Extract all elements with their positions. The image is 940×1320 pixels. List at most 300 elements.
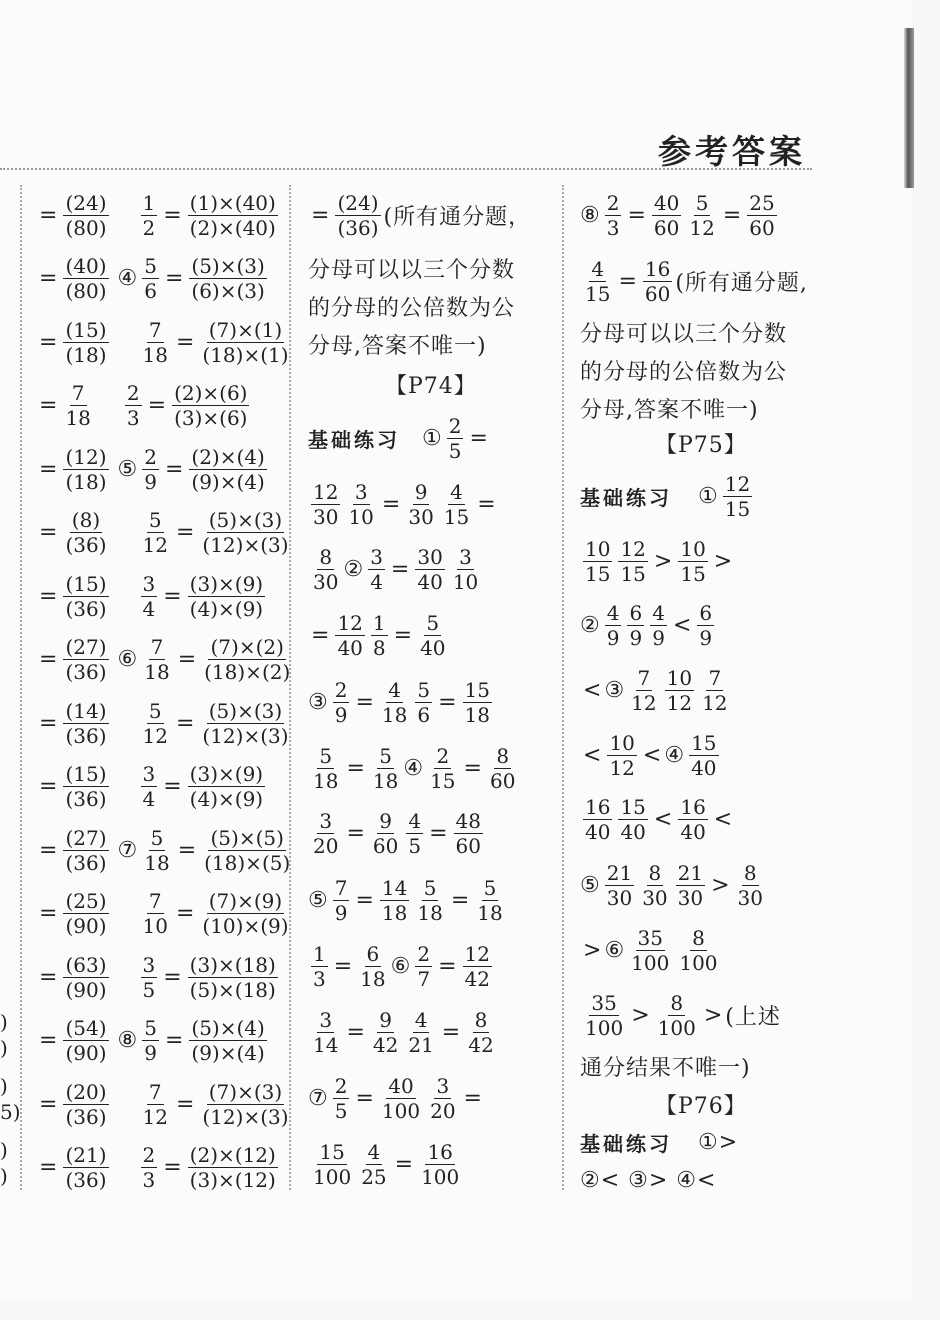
operator: = (381, 491, 401, 517)
denominator: 12 (142, 723, 168, 748)
numerator: (2)×(6) (174, 381, 248, 405)
numerator: 1 (372, 610, 386, 635)
operator: = (39, 393, 58, 418)
fraction (700, 666, 729, 715)
fraction (189, 254, 266, 303)
fraction (629, 926, 671, 975)
denominator: 15 (585, 561, 611, 586)
note-text: 分母,答案不唯一) (308, 333, 487, 359)
answer-row (308, 1136, 464, 1192)
numerator: 7 (148, 1079, 162, 1104)
denominator: (36) (65, 723, 107, 748)
answer-row (308, 740, 520, 796)
denominator: 18 (464, 702, 490, 727)
fraction (475, 876, 504, 925)
numerator: 3 (319, 1007, 333, 1032)
denominator: 100 (313, 1164, 352, 1189)
fraction (380, 876, 409, 925)
operator: = (175, 901, 195, 926)
operator: = (39, 202, 58, 228)
numerator: 40 (653, 190, 680, 215)
denominator: 20 (430, 1098, 456, 1123)
operator: = (627, 202, 646, 228)
numerator: 8 (743, 860, 757, 885)
fraction (141, 572, 158, 621)
question-number: ④ (117, 266, 138, 291)
operator: < (642, 742, 662, 768)
denominator: (90) (65, 1041, 107, 1065)
numerator: (63) (65, 952, 107, 977)
numerator: (7)×(1) (208, 317, 283, 342)
header-divider (0, 168, 812, 170)
operator: = (39, 837, 58, 863)
fraction (428, 744, 457, 793)
numerator: 4 (606, 600, 620, 625)
numerator: 4 (414, 1007, 428, 1032)
numerator: 21 (606, 860, 633, 885)
fraction (125, 381, 142, 430)
numerator: 2 (144, 444, 157, 469)
denominator: 60 (489, 768, 516, 793)
denominator: 18 (144, 660, 170, 684)
numerator: 6 (366, 941, 380, 966)
numerator: (25) (65, 889, 107, 913)
numerator: (5)×(3) (191, 254, 265, 278)
answer-row (655, 415, 747, 471)
denominator: 3 (126, 406, 140, 430)
fraction (689, 731, 718, 780)
question-number: ④ (664, 742, 685, 768)
fraction (142, 635, 171, 684)
fraction (141, 191, 158, 240)
answer-row (580, 1152, 716, 1208)
answer-row (580, 533, 735, 589)
fraction (463, 678, 492, 727)
denominator: 30 (313, 569, 339, 594)
operator: < (672, 612, 692, 638)
answer-row (36, 1076, 294, 1132)
denominator: 5 (334, 1098, 348, 1123)
denominator: (3)×(6) (174, 406, 248, 430)
question-number: ⑤ (580, 872, 600, 898)
note-text: 的分母的公倍数为公 (580, 359, 788, 385)
cut-off-text: ) (0, 1164, 8, 1188)
page-reference: 【P75】 (655, 432, 747, 458)
operator: = (177, 647, 197, 672)
fraction (605, 191, 622, 240)
operator: < (653, 806, 673, 832)
fraction (371, 1008, 400, 1057)
denominator: (18)×(1) (202, 342, 289, 367)
fraction (63, 318, 108, 367)
fraction (311, 744, 340, 793)
numerator: (5)×(5) (210, 825, 284, 850)
numerator: 5 (379, 743, 392, 768)
page-reference: 【P76】 (655, 1093, 747, 1119)
fraction (63, 1016, 108, 1065)
denominator: 40 (337, 635, 363, 660)
denominator: 18 (381, 702, 408, 727)
operator: = (175, 329, 195, 355)
operator: > (713, 548, 733, 574)
numerator: (27) (65, 635, 107, 659)
operator: = (39, 774, 58, 799)
numerator: 3 (370, 544, 383, 569)
operator: = (163, 202, 182, 228)
numerator: 14 (381, 875, 408, 900)
denominator: (18) (65, 342, 107, 367)
answer-row (36, 441, 270, 497)
fraction (665, 666, 694, 715)
denominator: 100 (421, 1164, 460, 1189)
numerator: 3 (436, 1073, 450, 1098)
operator: = (39, 710, 58, 736)
numerator: (8) (71, 508, 101, 532)
answer-row (36, 187, 281, 243)
numerator: (40) (65, 254, 107, 278)
answer-row (36, 314, 294, 370)
answer-row (308, 872, 508, 928)
numerator: (7)×(9) (208, 889, 283, 913)
fraction (677, 926, 719, 975)
answer-row (36, 251, 270, 307)
note-text: 分母可以以三个分数 (308, 257, 516, 283)
denominator: (9)×(4) (191, 469, 265, 494)
answer-row (36, 1140, 281, 1196)
note-text: 通分结果不唯一) (580, 1055, 751, 1081)
fraction (678, 537, 707, 586)
denominator: 15 (430, 768, 456, 793)
denominator: 100 (657, 1015, 696, 1040)
page-title: 参考答案 (658, 132, 806, 171)
denominator: 42 (468, 1032, 494, 1057)
fraction (200, 318, 290, 367)
denominator: 18 (313, 768, 339, 793)
operator: = (355, 887, 374, 913)
answer-row (580, 597, 717, 653)
operator: < (583, 742, 602, 768)
answer-row (580, 468, 755, 524)
operator: > (653, 548, 673, 574)
numerator: 2 (126, 381, 140, 405)
fraction (415, 678, 432, 727)
fraction (583, 257, 612, 306)
denominator: (18)×(5) (204, 850, 291, 875)
numerator: 16 (680, 794, 706, 819)
numerator: (5)×(3) (208, 508, 283, 532)
operator: < (713, 806, 733, 832)
fraction (428, 1074, 457, 1123)
fraction (63, 762, 108, 811)
fraction (188, 191, 278, 240)
fraction (442, 480, 471, 529)
answer-row (36, 632, 295, 688)
operator: = (39, 456, 58, 482)
answer-row (580, 857, 768, 913)
fraction (311, 545, 340, 594)
denominator: (80) (65, 215, 107, 240)
denominator: 40 (417, 569, 443, 594)
fraction (466, 1008, 495, 1057)
denominator: 15 (680, 561, 706, 586)
denominator: (36) (337, 215, 379, 240)
numerator: 5 (417, 677, 431, 702)
fraction (488, 744, 517, 793)
denominator: (12)×(3) (202, 1104, 289, 1129)
answer-text: ②< ③> ④< (580, 1167, 717, 1193)
section-label: 基础练习 (308, 427, 400, 452)
denominator: 4 (370, 569, 383, 594)
denominator: (4)×(9) (189, 787, 264, 811)
numerator: (12) (65, 444, 107, 469)
operator: = (163, 774, 182, 799)
denominator: (90) (65, 977, 107, 1002)
numerator: 10 (585, 536, 611, 561)
numerator: 4 (367, 1139, 381, 1164)
fraction (333, 1074, 350, 1123)
operator: = (390, 556, 410, 582)
numerator: 4 (591, 256, 605, 281)
denominator: 9 (652, 625, 665, 650)
numerator: 12 (724, 471, 751, 496)
numerator: (20) (65, 1079, 107, 1104)
numerator: 4 (408, 808, 422, 833)
denominator: 9 (144, 469, 157, 494)
numerator: (14) (65, 698, 107, 723)
denominator: (4)×(9) (189, 596, 264, 621)
fraction (311, 942, 328, 991)
operator: = (441, 1019, 461, 1045)
numerator: 7 (150, 635, 164, 659)
answer-row (580, 662, 733, 718)
operator: = (469, 425, 488, 451)
numerator: 10 (666, 665, 693, 690)
fraction (359, 1140, 388, 1189)
numerator: 1 (142, 190, 156, 215)
denominator: 18 (381, 900, 408, 925)
numerator: 12 (313, 479, 339, 504)
denominator: 60 (749, 215, 775, 240)
fraction (142, 1016, 159, 1065)
numerator: 7 (708, 665, 722, 690)
operator: = (39, 583, 58, 609)
denominator: 25 (361, 1164, 387, 1189)
numerator: 4 (652, 600, 665, 625)
fraction (656, 991, 698, 1040)
fraction (406, 480, 435, 529)
operator: = (177, 837, 197, 863)
answer-row (308, 476, 499, 532)
numerator: 21 (677, 860, 704, 885)
answer-row (308, 1070, 485, 1126)
fraction (63, 635, 108, 684)
fraction (311, 809, 340, 858)
numerator: 8 (496, 743, 510, 768)
denominator: 5 (448, 438, 462, 463)
numerator: 15 (691, 730, 717, 755)
denominator: 8 (372, 635, 386, 660)
denominator: 10 (348, 504, 374, 529)
denominator: 3 (142, 1168, 156, 1192)
answer-row (580, 727, 722, 783)
fraction (419, 1140, 461, 1189)
fraction (371, 744, 400, 793)
fraction (63, 889, 108, 938)
cut-off-text: ) (0, 1036, 8, 1060)
operator: = (618, 268, 637, 294)
answer-row (580, 987, 781, 1043)
answer-row (36, 886, 294, 942)
fraction (142, 826, 171, 875)
fraction (451, 545, 480, 594)
operator: > (631, 1002, 650, 1028)
fraction (415, 545, 444, 594)
denominator: 18 (417, 900, 443, 925)
operator: = (355, 689, 374, 715)
numerator: (7)×(2) (210, 635, 284, 659)
numerator: 2 (436, 743, 450, 768)
numerator: 4 (450, 479, 463, 504)
denominator: 5 (408, 833, 422, 858)
answer-row (36, 505, 294, 561)
fraction (415, 942, 432, 991)
numerator: 3 (459, 544, 472, 569)
note-text: (上述 (725, 1004, 781, 1030)
question-number: ⑥ (604, 937, 625, 963)
fraction (697, 601, 714, 650)
denominator: 12 (666, 690, 693, 715)
numerator: 2 (417, 941, 431, 966)
numerator: 6 (699, 600, 713, 625)
answer-row (36, 378, 252, 434)
denominator: (3)×(12) (189, 1168, 276, 1192)
fraction (629, 666, 658, 715)
operator: = (147, 393, 167, 418)
page-reference: 【P74】 (385, 373, 477, 399)
numerator: 8 (648, 860, 662, 885)
question-number: ⑦ (117, 837, 138, 863)
numerator: 16 (644, 256, 671, 281)
denominator: 15 (620, 561, 646, 586)
denominator: 18 (372, 768, 399, 793)
denominator: (90) (65, 914, 107, 938)
numerator: 2 (606, 190, 620, 215)
numerator: (2)×(12) (189, 1143, 276, 1167)
numerator: 35 (591, 990, 617, 1015)
denominator: 12 (702, 690, 728, 715)
answer-row (580, 922, 723, 978)
fraction (141, 953, 158, 1002)
fraction (640, 861, 669, 910)
denominator: 20 (313, 833, 339, 858)
operator: = (463, 1085, 482, 1111)
numerator: (3)×(9) (189, 571, 264, 596)
numerator: (15) (65, 317, 107, 342)
numerator: 16 (427, 1139, 453, 1164)
numerator: 9 (414, 479, 428, 504)
denominator: (36) (65, 533, 107, 557)
numerator: (21) (65, 1143, 107, 1167)
question-number: ① (422, 425, 442, 451)
denominator: 6 (417, 702, 431, 727)
fraction (335, 611, 364, 660)
denominator: 60 (644, 281, 671, 306)
fraction (333, 876, 350, 925)
answer-row (385, 356, 477, 412)
operator: = (163, 1155, 182, 1180)
fraction (643, 257, 672, 306)
numerator: (5)×(4) (191, 1016, 265, 1040)
fraction (200, 508, 290, 557)
operator: = (346, 1019, 365, 1045)
denominator: 40 (620, 819, 646, 844)
denominator: 9 (699, 625, 713, 650)
denominator: (36) (65, 596, 107, 621)
numerator: 5 (695, 190, 709, 215)
denominator: 9 (144, 1041, 157, 1065)
answer-row (580, 791, 735, 847)
operator: = (164, 266, 184, 291)
answer-row (36, 568, 268, 624)
fraction (63, 191, 108, 240)
operator: = (39, 1155, 58, 1180)
numerator: 15 (319, 1139, 345, 1164)
note-text: 分母,答案不唯一) (580, 397, 759, 423)
denominator: (36) (65, 850, 107, 875)
fraction (200, 889, 290, 938)
operator: = (39, 1091, 58, 1117)
numerator: 3 (142, 571, 156, 596)
cut-off-text: ) (0, 1138, 8, 1162)
numerator: 12 (464, 941, 490, 966)
fraction (652, 191, 681, 240)
fraction (676, 861, 705, 910)
denominator: 12 (631, 690, 657, 715)
fraction (605, 861, 634, 910)
numerator: 9 (379, 808, 392, 833)
denominator: 10 (142, 914, 168, 938)
operator: = (175, 1091, 195, 1117)
denominator: 6 (144, 279, 157, 303)
fraction (583, 991, 625, 1040)
denominator: (36) (65, 1104, 107, 1129)
denominator: 4 (142, 596, 156, 621)
fraction (188, 762, 265, 811)
fraction (358, 942, 387, 991)
numerator: (15) (65, 762, 107, 786)
fraction (454, 809, 483, 858)
operator: > (711, 872, 730, 898)
numerator: 6 (629, 600, 643, 625)
numerator: 1 (313, 941, 326, 966)
denominator: 3 (606, 215, 620, 240)
fraction (189, 1016, 266, 1065)
numerator: 30 (417, 544, 443, 569)
operator: = (39, 1028, 58, 1053)
fraction (63, 826, 108, 875)
cut-off-text: 5) (0, 1100, 21, 1124)
operator: = (175, 520, 195, 545)
fraction (141, 508, 170, 557)
operator: = (438, 689, 457, 715)
denominator: 12 (689, 215, 715, 240)
operator: = (39, 520, 58, 545)
fraction (188, 953, 278, 1002)
denominator: 12 (609, 755, 635, 780)
fraction (627, 601, 644, 650)
numerator: 5 (319, 743, 333, 768)
denominator: 12 (142, 533, 168, 557)
